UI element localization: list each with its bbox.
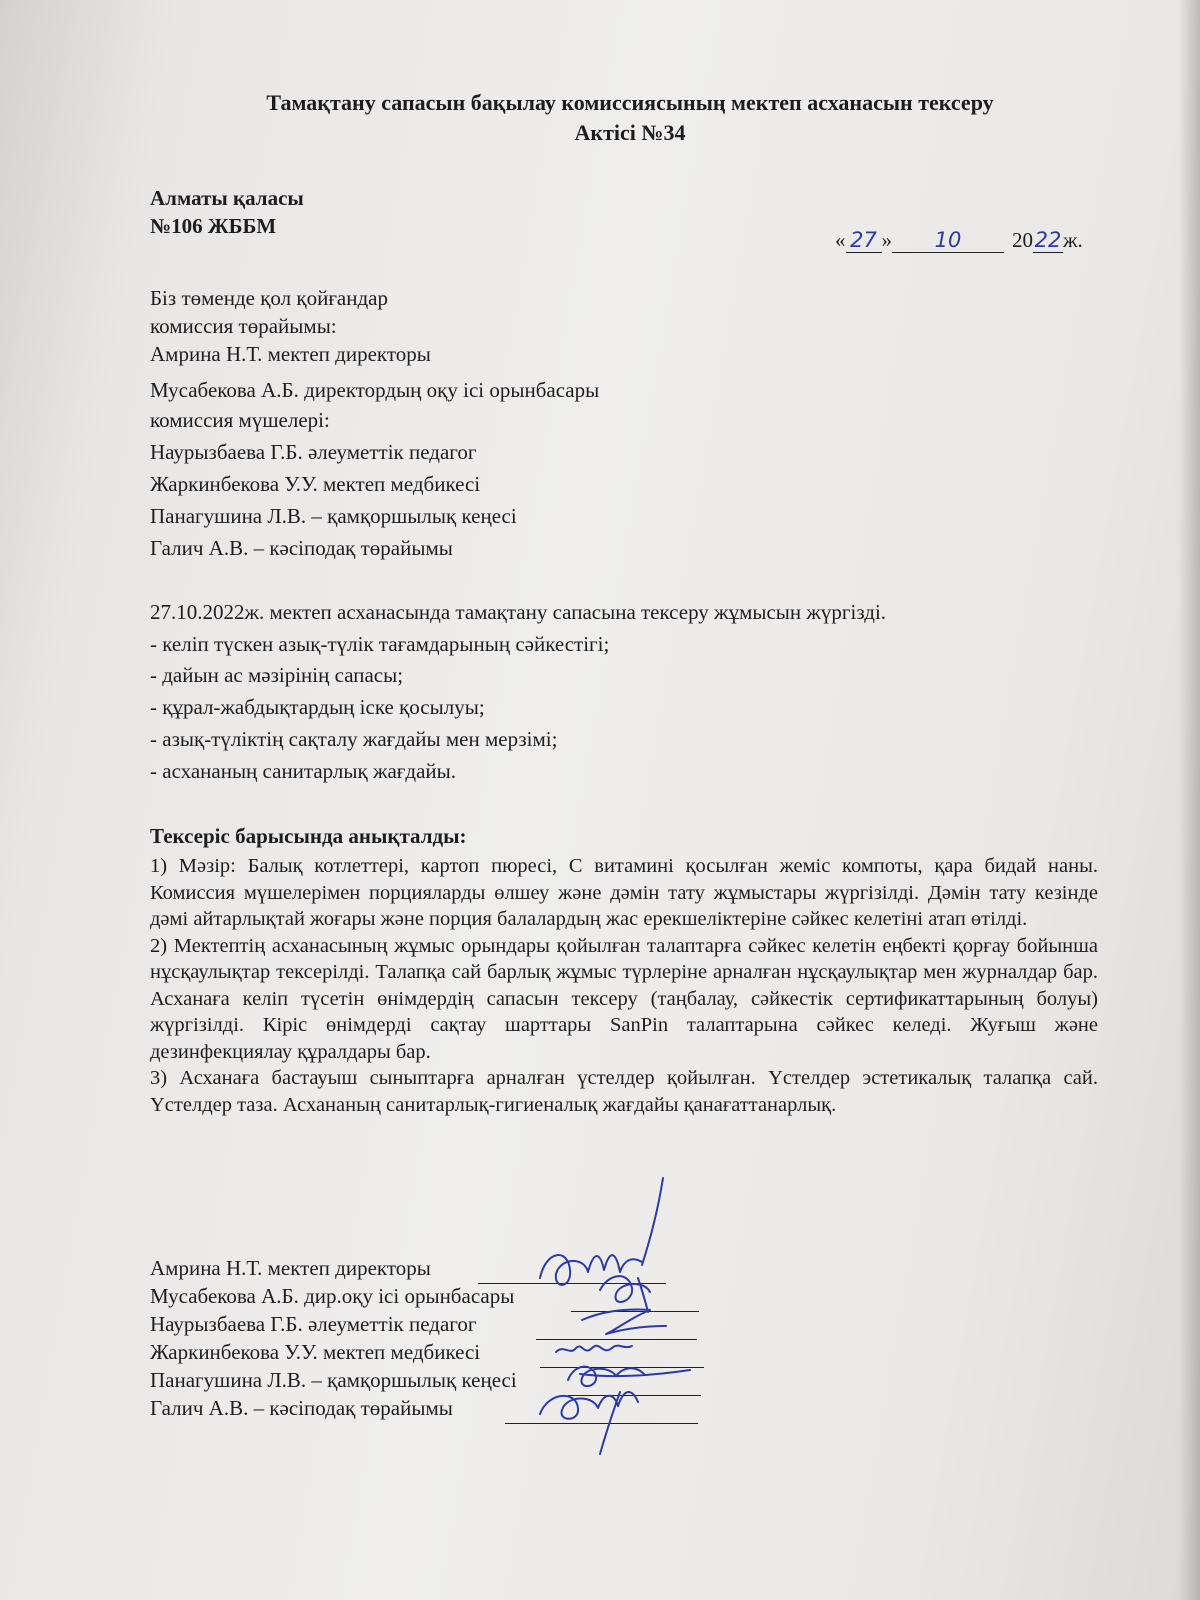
school-name: №106 ЖББМ bbox=[150, 214, 277, 238]
page-edge-shadow bbox=[1178, 0, 1200, 1600]
members-line: комиссия мүшелері: bbox=[150, 408, 330, 432]
members-line: Панагушина Л.В. – қамқоршылық кеңесі bbox=[150, 504, 517, 528]
members-line: Галич А.В. – кәсіподақ төрайымы bbox=[150, 536, 453, 560]
finding-paragraph: 2) Мектептің асханасының жұмыс орындары қойылған талаптарға сәйкес келетін еңбекті қорғау бойынша нұсқаулықтар тексерілді. Талапқа сай барлық жұмыс түрлеріне арналған нұсқаулықтар мен журналдар бар. Асханаға келіп түсетін өнімдердің сапасын тексеру (таңбалау, сәйкестік сертификаттарының болуы) жүргізілді. Кіріс өнімдерді сақтау шарттары SanPin талаптарына сәйкес келеді. Жуғыш және дезинфекциялау құралдары бар. bbox=[150, 934, 1098, 1063]
members-line: Амрина Н.Т. мектеп директоры bbox=[150, 342, 431, 366]
date-year-prefix: 20 bbox=[1012, 228, 1033, 252]
signature-name: Панагушина Л.В. – қамқоршылық кеңесі bbox=[150, 1368, 517, 1392]
signature-name: Амрина Н.Т. мектеп директоры bbox=[150, 1256, 431, 1280]
signature-stroke bbox=[642, 1178, 663, 1265]
findings-body bbox=[150, 853, 1098, 1118]
handwritten-signatures bbox=[520, 1170, 720, 1460]
finding-paragraph: 1) Мәзір: Балық котлеттері, картоп пюресі, С витамині қосылған жеміс компоты, қара бидай наны. Комиссия мүшелерімен порцияларды өлшеу және дәмін тату жұмыстары жүргізілді. Дәмін тату кезінде дәмі айтарлықтай жоғары және порция балалардың жас ерекшеліктеріне сәйкес келетіні атап өтілді. bbox=[150, 855, 1098, 930]
members-line: Наурызбаева Г.Б. әлеуметтік педагог bbox=[150, 440, 477, 464]
members-line: Біз төменде қол қойғандар bbox=[150, 286, 388, 310]
city: Алматы қаласы bbox=[150, 186, 304, 210]
members-line: Мусабекова А.Б. директордың оқу ісі орынбасары bbox=[150, 378, 600, 402]
signature-name: Наурызбаева Г.Б. әлеуметтік педагог bbox=[150, 1312, 477, 1336]
signature-stroke bbox=[540, 1255, 642, 1285]
inspection-item: - келіп түскен азық-түлік тағамдарының сәйкестігі; bbox=[150, 632, 610, 656]
inspection-item: - азық-түліктің сақталу жағдайы мен мерзімі; bbox=[150, 727, 558, 751]
title-line-1: Тамақтану сапасын бақылау комиссиясының мектеп асханасын тексеру bbox=[266, 90, 994, 115]
date-year-suffix: 22 bbox=[1034, 228, 1062, 252]
signature-stroke bbox=[556, 1346, 632, 1352]
findings-heading: Тексеріс барысында анықталды: bbox=[150, 824, 467, 848]
inspection-item: - құрал-жабдықтардың іске қосылуы; bbox=[150, 695, 485, 719]
document-date bbox=[835, 228, 1083, 253]
date-day: 27 bbox=[846, 228, 882, 253]
members-line: Жаркинбекова У.У. мектеп медбикесі bbox=[150, 472, 481, 496]
signature-stroke bbox=[600, 1276, 650, 1312]
document-title bbox=[150, 88, 1110, 148]
signature-stroke bbox=[568, 1367, 690, 1386]
inspection-intro: 27.10.2022ж. мектеп асханасында тамақтану сапасына тексеру жұмысын жүргізді. bbox=[150, 600, 887, 624]
signature-name: Жаркинбекова У.У. мектеп медбикесі bbox=[150, 1340, 481, 1364]
date-suffix: ж. bbox=[1063, 228, 1083, 252]
signature-stroke bbox=[540, 1392, 638, 1454]
date-month: 10 bbox=[892, 228, 1004, 253]
inspection-item: - дайын ас мәзірінің сапасы; bbox=[150, 663, 404, 687]
date-close-quote: » bbox=[881, 228, 892, 252]
signature-name: Мусабекова А.Б. дир.оқу ісі орынбасары bbox=[150, 1284, 515, 1308]
signature-name: Галич А.В. – кәсіподақ төрайымы bbox=[150, 1396, 453, 1420]
inspection-item: - асхананың санитарлық жағдайы. bbox=[150, 759, 456, 783]
members-line: комиссия төрайымы: bbox=[150, 314, 337, 338]
date-open-quote: « bbox=[835, 228, 846, 252]
title-line-2: Актісі №34 bbox=[574, 120, 686, 145]
signature-stroke bbox=[582, 1309, 666, 1334]
finding-paragraph: 3) Асханаға бастауыш сыныптарға арналған үстелдер қойылған. Үстелдер эстетикалық талапқа сай. Үстелдер таза. Асхананың санитарлық-гигиеналық жағдайы қанағаттанарлық. bbox=[150, 1067, 1098, 1116]
